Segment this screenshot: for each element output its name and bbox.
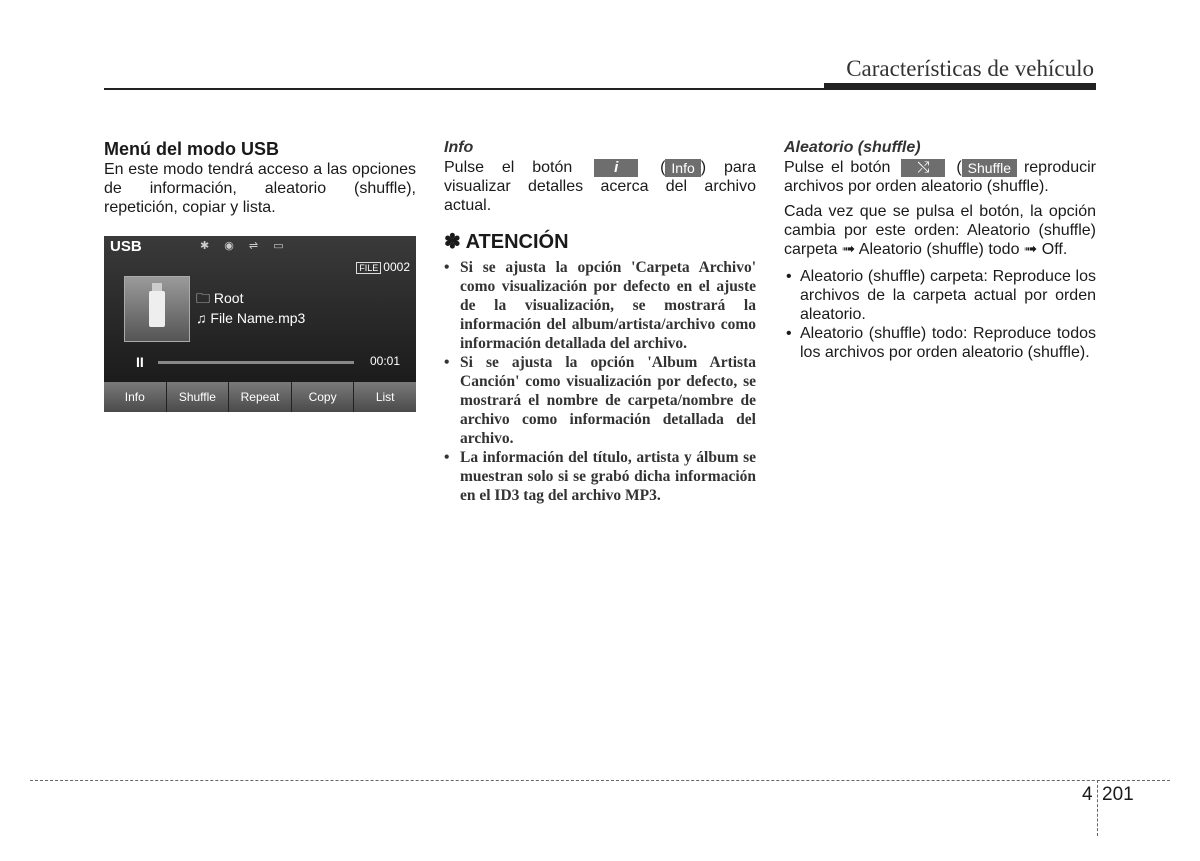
info-button[interactable]: Info [104, 382, 167, 412]
file-row [196, 310, 305, 326]
file-name: File Name.mp3 [210, 310, 306, 326]
list-item: • La información del título, artista y álbum se muestran solo si se grabó dicha información en el ID3 tag del archivo MP3. [444, 448, 756, 505]
page-number: 201 [1102, 784, 1134, 805]
screen-button-row [104, 382, 416, 412]
status-icons: ✱ ◉ ⇌ ▭ [200, 240, 290, 252]
shuffle-label: Shuffle [962, 159, 1017, 177]
file-tag: FILE [356, 262, 381, 274]
column-usb-menu [104, 138, 416, 225]
usb-device-art [124, 276, 190, 342]
shuffle-order-paragraph: Cada vez que se pulsa el botón, la opción cambia por este orden: Aleatorio (shuffle) carpeta ➟ Aleatorio (shuffle) todo ➟ Off. [784, 203, 1096, 258]
list-item: • Si se ajusta la opción 'Carpeta Archivo' como visualización por defecto en el ajuste de la visualización, se mostrará la información del album/artista/archivo como información detallada del archivo. [444, 258, 756, 353]
list-button[interactable]: List [354, 382, 416, 412]
shuffle-icon: ⤭ [901, 159, 945, 177]
heading-info: Info [444, 139, 474, 156]
attention-title: ✽ ATENCIÓN [444, 231, 569, 253]
file-number: 0002 [383, 260, 410, 274]
usb-menu-paragraph: En este modo tendrá acceso a las opciones de información, aleatorio (shuffle), repetición, copiar y lista. [104, 161, 416, 216]
pause-icon: II [136, 354, 144, 370]
usb-stick-icon [149, 291, 165, 327]
footer-divider [1097, 780, 1098, 836]
list-item: • Aleatorio (shuffle) todo: Reproduce todos los archivos por orden aleatorio (shuffle). [784, 324, 1096, 362]
shuffle-paragraph: Pulse el botón ⤭ ( Shuffle reproducir archivos por orden aleatorio (shuffle). [784, 158, 1096, 195]
list-item: • Aleatorio (shuffle) carpeta: Reproduce los archivos de la carpeta actual por orden aleatorio. [784, 267, 1096, 324]
music-note-icon: ♫ [196, 310, 211, 326]
column-shuffle [784, 138, 1096, 362]
usb-screen [104, 236, 416, 412]
shuffle-button[interactable]: Shuffle [167, 382, 230, 412]
copy-button[interactable]: Copy [292, 382, 355, 412]
repeat-button[interactable]: Repeat [229, 382, 292, 412]
elapsed-time: 00:01 [369, 354, 400, 368]
heading-usb-menu: Menú del modo USB [104, 139, 279, 159]
info-paragraph: Pulse el botón i ( Info ) para visualizar detalles acerca del archivo actual. [444, 158, 757, 214]
progress-bar [158, 361, 354, 364]
header-rule-thick [824, 83, 1096, 90]
folder-name: Root [213, 290, 244, 306]
attention-list [444, 258, 756, 505]
screen-mode-label: USB [110, 238, 142, 255]
info-button-icon: i [594, 159, 638, 177]
folder-row [196, 288, 243, 312]
list-item: • Si se ajusta la opción 'Album Artista Canción' como visualización por defecto, se mostrará el nombre de carpeta/nombre de archivo como información detallada del archivo. [444, 353, 756, 448]
file-counter [356, 260, 410, 274]
shuffle-list [784, 267, 1096, 362]
column-info [444, 138, 756, 505]
footer-rule [30, 780, 1170, 781]
chapter-number: 4 [1082, 784, 1093, 805]
heading-shuffle: Aleatorio (shuffle) [784, 139, 921, 156]
header-rule [104, 88, 824, 90]
folder-icon: 🗀 [196, 290, 214, 306]
section-title: Características de vehículo [846, 56, 1094, 81]
info-label: Info [665, 159, 700, 177]
